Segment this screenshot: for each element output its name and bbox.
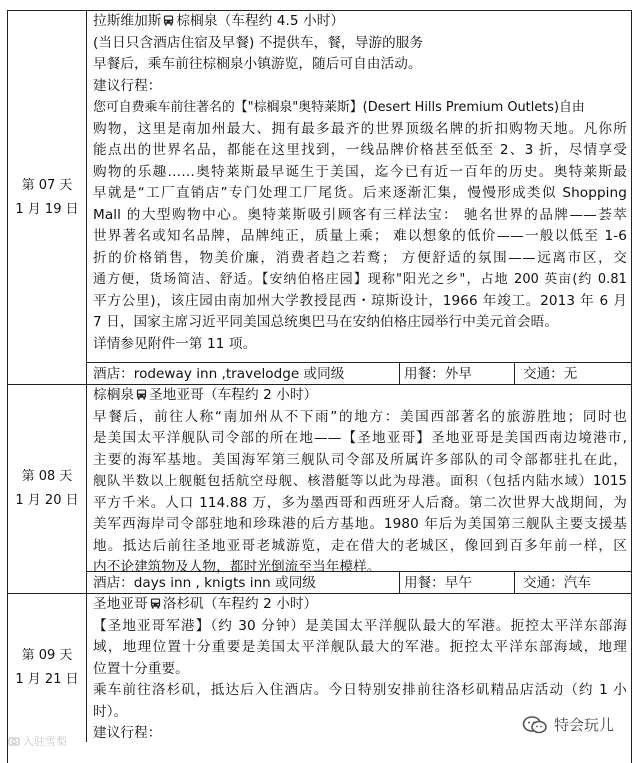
text-line: 通方便，货场简洁、舒适。【安纳伯格庄园】现称"阳光之乡"，占地 200 英亩(约 0.81 xyxy=(93,272,627,287)
text-line: 主要的海军基地。美国海军第三舰队司令部及所属许多部队的司令部都驻扎在此， xyxy=(93,451,627,468)
text-line: 内不论建筑物及人物，都时光倒流至当年模样。 xyxy=(93,559,381,575)
watermark-right: 特会玩儿 xyxy=(522,714,614,735)
text-line: 域，地理位置十分重要是美国太平洋舰队最大的军港。扼控太平洋东部海域，地理 xyxy=(93,639,627,655)
text-line: 位置十分重要。 xyxy=(93,660,189,677)
meal-info: 用餐：早午 xyxy=(400,572,515,594)
text-line: 乘车前往洛杉矶，抵达后入住酒店。今日特别安排前往洛杉矶精品店活动（约 1 小 xyxy=(93,682,627,698)
day-cell xyxy=(8,594,87,742)
text-line: Mall 的大型购物中心。奥特莱斯吸引顾客有三样法宝： 驰名世界的品牌——荟萃 xyxy=(93,206,627,223)
hotel-info: 酒店：rodeway inn ,travelodge 或同级 xyxy=(87,363,400,385)
text-line: 早就是“工厂直销店”专门处理工厂尾货。后来逐渐汇集，慢慢形成类似 Shopping xyxy=(93,185,627,201)
text-line: 地。抵达后前往圣地亚哥老城游览，走在借大的老城区，像回到百多年前一样，区 xyxy=(93,537,627,554)
wechat-icon xyxy=(522,715,548,735)
day-block-08 xyxy=(7,384,632,594)
day-content xyxy=(87,11,631,355)
bus-icon xyxy=(150,598,161,609)
date-label: 1 月 19 日 xyxy=(15,201,79,217)
text-line: 平方公里)，该庄园由南加州大学教授昆西・琼斯设计，1966 年竣工。2013 年 6 月 xyxy=(93,292,627,309)
hotel-info: 酒店：days inn , knigts inn 或同级 xyxy=(87,572,400,594)
text-line: 购物的乐趣……奥特莱斯最早诞生于美国，迄今已有近一百年的历史。奥特莱斯最 xyxy=(93,163,627,180)
text-line: 详情参见附件一第 11 项。 xyxy=(93,335,257,352)
info-row xyxy=(87,362,631,385)
text-line: 购物，这里是南加州最大、拥有最多最齐的世界顶级名牌的折扣购物天地。凡你所 xyxy=(93,120,627,137)
text-line: 时）。 xyxy=(93,703,128,720)
text-line: 7 日，国家主席习近平同美国总统奥巴马在安纳伯格庄园举行中美元首会晤。 xyxy=(93,314,559,330)
text-line: 是美国太平洋舰队司令部的所在地——【圣地亚哥】圣地亚哥是美国西南边境港市, xyxy=(93,430,627,446)
watermark-left: 入驻雪梨 xyxy=(8,733,67,749)
bus-icon xyxy=(136,389,147,400)
day-label: 第 09 天 xyxy=(21,648,73,663)
route-title: 圣地亚哥 洛杉矶（车程约 2 小时） xyxy=(93,596,318,612)
route-title: 拉斯维加斯 棕榈泉（车程约 4.5 小时） xyxy=(93,13,345,29)
text-line: 折的价格销售，物美价廉，消费者趋之若鹜； 方便舒适的氛围——远离市区，交 xyxy=(93,249,627,266)
text-line: (当日只含酒店住宿及早餐) 不提供车，餐，导游的服务 xyxy=(93,34,424,51)
date-label: 1 月 20 日 xyxy=(15,493,79,508)
traffic-info: 交通：无 xyxy=(523,366,578,382)
date-label: 1 月 21 日 xyxy=(15,672,79,687)
text-line: 平方千米。人口 114.88 万，多为墨西哥和西班牙人后裔。第二次世界大战期间，为 xyxy=(93,494,627,511)
info-row xyxy=(87,571,631,594)
day-content xyxy=(87,385,631,579)
text-line: 早餐后，前往人称“南加州从不下雨”的地方：美国西部著名的旅游胜地；同时也 xyxy=(93,408,627,425)
traffic-info: 交通：汽车 xyxy=(523,575,591,591)
text-line: 世界著名或知名品牌，品牌纯正，质量上乘； 难以想象的低价——一般以低至 1-6 xyxy=(93,228,627,244)
camera-icon xyxy=(8,735,20,747)
meal-info: 用餐：外早 xyxy=(400,363,515,385)
day-cell xyxy=(8,385,87,593)
text-line: 【圣地亚哥军港】（约 30 分钟）是美国太平洋舰队最大的军港。扼控太平洋东部海 xyxy=(93,617,627,634)
text-line: 能点出的世界名品，都能在这里找到，一线品牌价格甚至低至 2、3 折，尽情享受 xyxy=(93,142,627,158)
route-title: 棕榈泉 圣地亚哥（车程约 2 小时） xyxy=(93,387,318,403)
day-block-09 xyxy=(7,593,632,763)
bus-icon xyxy=(163,15,174,26)
text-line: 您可自费乘车前往著名的【"棕榈泉"奥特莱斯】(Desert Hills Premium Outlets)自由 xyxy=(93,100,585,115)
text-line: 舰队半数以上舰艇包括航空母舰、核潜艇等以此为母港。面积（包括内陆水域）1015 xyxy=(93,474,627,489)
text-line: 建议行程： xyxy=(93,77,162,94)
day-block-07 xyxy=(7,10,632,385)
text-line: 早餐后，乘车前往棕榈泉小镇游览，随后可自由活动。 xyxy=(93,56,422,72)
text-line: 建议行程： xyxy=(93,725,162,741)
text-line: 美军西海岸司令部驻地和珍珠港的后方基地。1980 年后为美国第三舰队主要支援基 xyxy=(93,516,627,532)
day-cell xyxy=(8,11,87,384)
day-label: 第 08 天 xyxy=(21,469,73,484)
day-label: 第 07 天 xyxy=(21,177,73,193)
